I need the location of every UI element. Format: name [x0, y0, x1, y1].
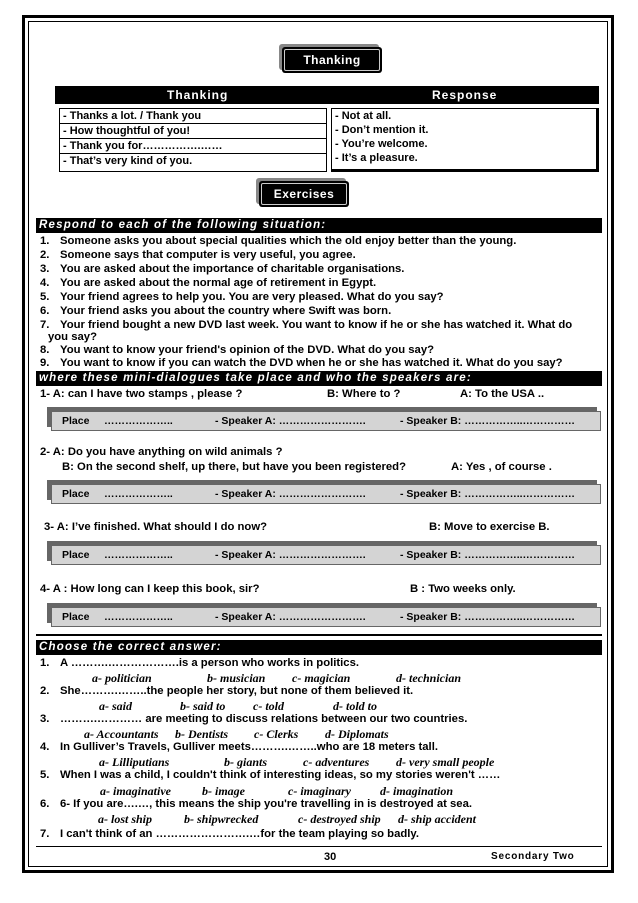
section-dialogues-title: where these mini-dialogues take place and who the speakers are:: [36, 371, 602, 386]
dialogue-line: 2- A: Do you have anything on wild animals ?: [40, 446, 283, 458]
speaker-b-blank[interactable]: - Speaker B: ……………..……………: [400, 488, 576, 500]
dialogue-line: B: Where to ?: [327, 388, 401, 400]
speaker-b-blank[interactable]: - Speaker B: ……………..……………: [400, 611, 576, 623]
response-item: - You’re welcome.: [335, 138, 428, 150]
thanking-cell: - Thanks a lot. / Thank you: [60, 109, 326, 124]
speaker-a-blank[interactable]: - Speaker A: …………………….: [215, 549, 366, 561]
speaker-b-blank[interactable]: - Speaker B: ……………..……………: [400, 549, 576, 561]
answer-box: [51, 411, 601, 431]
header-response: Response: [432, 88, 498, 102]
speaker-a-blank[interactable]: - Speaker A: …………………….: [215, 415, 366, 427]
response-item: - It’s a pleasure.: [335, 152, 418, 164]
place-blank[interactable]: ………………..: [104, 611, 173, 623]
option[interactable]: c- magician: [292, 671, 351, 685]
response-column: [331, 108, 599, 172]
footer-divider: [36, 846, 602, 847]
option[interactable]: c- Clerks: [254, 727, 299, 741]
question-item: 3. ……….………… are meeting to discuss relations between our two countries.: [40, 713, 468, 725]
question-item: 6. 6- If you are….…, this means the ship you're travelling in is destroyed at sea.: [40, 798, 473, 810]
dialogue-line: A: To the USA ..: [460, 388, 545, 400]
dialogue-line: 3- A: I’ve finished. What should I do now?: [44, 521, 268, 533]
option[interactable]: b- musician: [207, 671, 266, 685]
option[interactable]: d- imagination: [380, 784, 454, 798]
answer-box: [51, 607, 601, 627]
speaker-a-blank[interactable]: - Speaker A: …………………….: [215, 488, 366, 500]
situation-item-continued: you say?: [48, 331, 97, 343]
exercises-badge-label: Exercises: [273, 187, 335, 201]
response-item: - Not at all.: [335, 110, 392, 122]
situation-item: 6. Your friend asks you about the country where Swift was born.: [40, 305, 392, 317]
thanking-column: [59, 108, 327, 172]
option[interactable]: c- imaginary: [288, 784, 351, 798]
place-blank[interactable]: ………………..: [104, 415, 173, 427]
option[interactable]: c- told: [253, 699, 284, 713]
question-item: 1. A ……….……………….is a person who works in politics.: [40, 657, 359, 669]
option[interactable]: c- destroyed ship: [298, 812, 381, 826]
question-item: 4. In Gulliver’s Travels, Gulliver meets……….……..who are 18 meters tall.: [40, 741, 438, 753]
response-item: - Don’t mention it.: [335, 124, 429, 136]
place-label: Place: [62, 549, 90, 561]
option[interactable]: a- lost ship: [98, 812, 153, 826]
option[interactable]: d- technician: [396, 671, 461, 685]
answer-box: [51, 545, 601, 565]
thanking-table: [55, 86, 599, 172]
thanking-cell: - How thoughtful of you!: [60, 124, 326, 139]
header-thanking: Thanking: [167, 88, 229, 102]
situation-item: 1. Someone asks you about special qualities which the old enjoy better than the young.: [40, 235, 517, 247]
question-item: 5. When I was a child, I couldn't think of interesting ideas, so my stories weren't ……: [40, 769, 501, 781]
situation-item: 4. You are asked about the normal age of retirement in Egypt.: [40, 277, 377, 289]
option[interactable]: a- politician: [92, 671, 152, 685]
place-blank[interactable]: ………………..: [104, 549, 173, 561]
question-item: 2. She……….……..the people her story, but none of them believed it.: [40, 685, 414, 697]
situation-item: 5. Your friend agrees to help you. You are very pleased. What do you say?: [40, 291, 444, 303]
option[interactable]: a- Lilliputians: [99, 755, 170, 769]
question-item: 7. I can't think of an …………………….…for the team playing so badly.: [40, 828, 419, 840]
thanking-badge-label: Thanking: [303, 53, 361, 67]
divider: [36, 634, 602, 636]
footer-label: Secondary Two: [491, 851, 575, 862]
option[interactable]: a- Accountants: [84, 727, 159, 741]
dialogue-line: A: Yes , of course .: [451, 461, 552, 473]
situation-item: 2. Someone says that computer is very useful, you agree.: [40, 249, 356, 261]
place-label: Place: [62, 488, 90, 500]
option[interactable]: d- very small people: [396, 755, 495, 769]
option[interactable]: b- giants: [224, 755, 268, 769]
page-number: 30: [324, 851, 337, 863]
thanking-badge: [282, 47, 382, 73]
option[interactable]: a- said: [99, 699, 132, 713]
option[interactable]: b- Dentists: [175, 727, 229, 741]
option[interactable]: b- shipwrecked: [184, 812, 259, 826]
option[interactable]: d- ship accident: [398, 812, 476, 826]
place-blank[interactable]: ………………..: [104, 488, 173, 500]
dialogue-line: B: On the second shelf, up there, but have you been registered?: [62, 461, 406, 473]
situation-item: 8. You want to know your friend's opinion of the DVD. What do you say?: [40, 344, 435, 356]
situation-item: 9. You want to know if you can watch the DVD when he or she has watched it. What do you say?: [40, 357, 563, 369]
thanking-cell: - That’s very kind of you.: [63, 155, 193, 167]
table-header: [55, 86, 599, 104]
dialogue-line: 1- A: can I have two stamps , please ?: [40, 388, 243, 400]
option[interactable]: d- Diplomats: [325, 727, 389, 741]
option[interactable]: c- adventures: [303, 755, 370, 769]
speaker-b-blank[interactable]: - Speaker B: ……………..……………: [400, 415, 576, 427]
place-label: Place: [62, 415, 90, 427]
section-respond-title: Respond to each of the following situation:: [36, 218, 602, 233]
option[interactable]: d- told to: [333, 699, 377, 713]
option[interactable]: b- said to: [180, 699, 226, 713]
option[interactable]: b- image: [202, 784, 245, 798]
situation-item: 7. Your friend bought a new DVD last week. You want to know if he or she has watched it. What do: [40, 319, 573, 331]
dialogue-line: 4- A : How long can I keep this book, sir?: [40, 583, 260, 595]
speaker-a-blank[interactable]: - Speaker A: …………………….: [215, 611, 366, 623]
place-label: Place: [62, 611, 90, 623]
section-choose-title: Choose the correct answer:: [36, 640, 602, 655]
dialogue-line: B: Move to exercise B.: [429, 521, 550, 533]
answer-box: [51, 484, 601, 504]
thanking-cell: - Thank you for…………….……: [60, 139, 326, 154]
exercises-badge: [259, 181, 349, 207]
dialogue-line: B : Two weeks only.: [410, 583, 516, 595]
situation-item: 3. You are asked about the importance of charitable organisations.: [40, 263, 405, 275]
option[interactable]: a- imaginative: [100, 784, 171, 798]
